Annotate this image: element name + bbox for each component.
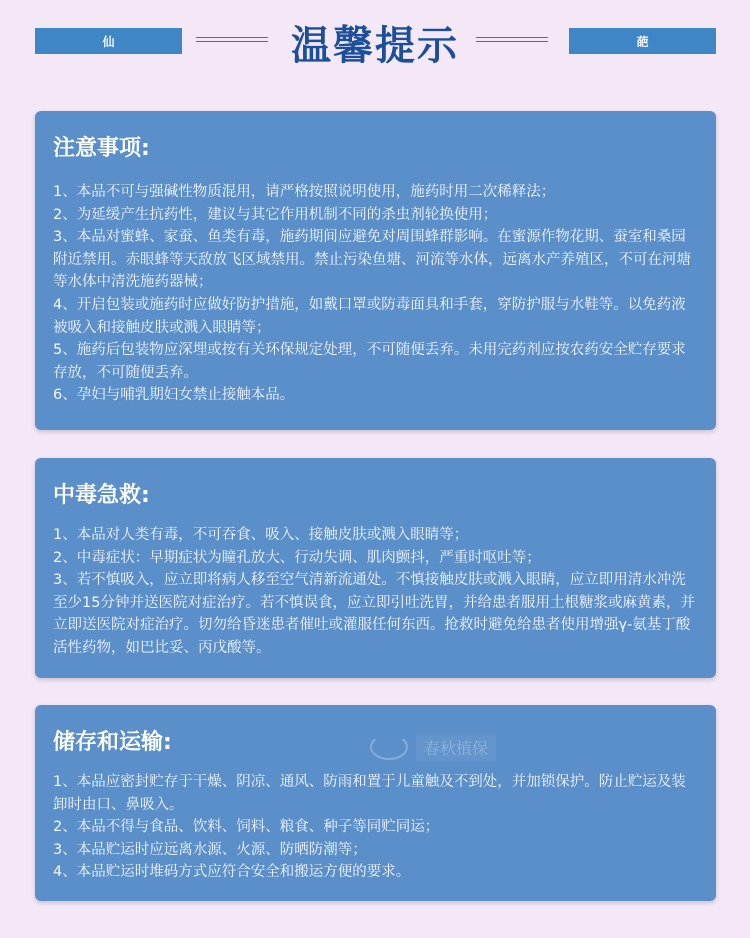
list-item: 2、为延缓产生抗药性，建议与其它作用机制不同的杀虫剂轮换使用； <box>53 206 498 223</box>
list-item: 1、本品不可与强碱性物质混用，请严格按照说明使用，施药时用二次稀释法； <box>53 184 556 200</box>
first-aid-card <box>35 458 716 678</box>
watermark <box>370 732 550 762</box>
leaf-logo-icon <box>370 734 408 760</box>
right-tag: 葩 <box>569 28 716 54</box>
list-item: 2、本品不得与食品、饮料、饲料、粮食、种子等同贮同运； <box>53 819 440 836</box>
precautions-card <box>35 111 716 430</box>
list-item: 3、本品贮运时应远离水源、火源、防晒防潮等； <box>53 841 367 858</box>
right-divider <box>476 37 548 42</box>
list-item: 6、孕妇与哺乳期妇女禁止接触本品。 <box>53 387 295 404</box>
storage-heading: 储存和运输: <box>53 730 172 755</box>
list-item: 4、本品贮运时堆码方式应符合安全和搬运方便的要求。 <box>53 864 411 881</box>
left-tag: 仙 <box>35 28 182 54</box>
first-aid-heading: 中毒急救: <box>53 483 150 508</box>
list-item: 4、开启包装或施药时应做好防护措施，如戴口罩或防毒面具和手套，穿防护服与水鞋等。以免药液被吸入和接触皮肤或溅入眼睛等； <box>53 296 686 336</box>
watermark-text: 春秋植保 <box>416 734 496 761</box>
page-title: 温馨提示 <box>291 23 459 69</box>
precautions-list <box>53 181 698 407</box>
header <box>0 0 750 90</box>
list-item: 3、本品对蜜蜂、家蚕、鱼类有毒，施药期间应避免对周围蜂群影响。在蜜源作物花期、蚕室和桑园附近禁用。赤眼蜂等天敌放飞区域禁用。禁止污染鱼塘、河流等水体，远离水产养殖区，不可在河塘等水体中清洗施药器械； <box>53 229 691 291</box>
storage-list <box>53 771 698 884</box>
list-item: 1、本品对人类有毒，不可吞食、吸入、接触皮肤或溅入眼睛等； <box>53 527 469 543</box>
list-item: 2、中毒症状：早期症状为瞳孔放大、行动失调、肌肉颤抖，严重时呕吐等； <box>53 549 541 566</box>
list-item: 5、施药后包装物应深埋或按有关环保规定处理，不可随便丢弃。未用完药剂应按农药安全贮存要求存放，不可随便丢弃。 <box>53 342 686 381</box>
precautions-heading: 注意事项: <box>53 136 150 161</box>
first-aid-list <box>53 524 698 660</box>
list-item: 1、本品应密封贮存于干燥、阴凉、通风、防雨和置于儿童触及不到处，并加锁保护。防止贮运及装卸时由口、鼻吸入。 <box>53 774 686 813</box>
list-item: 3、若不慎吸入，应立即将病人移至空气清新流通处。不慎接触皮肤或溅入眼睛，应立即用清水冲洗至少15分钟并送医院对症治疗。若不慎误食，应立即引吐洗胃，并给患者服用土根糖浆或麻黄素，并立即送医院对症治疗。切勿给昏迷患者催吐或灌服任何东西。抢救时避免给患者使用增强γ-氨基丁酸活性药物，如巴比妥、丙戊酸等。 <box>53 572 695 656</box>
